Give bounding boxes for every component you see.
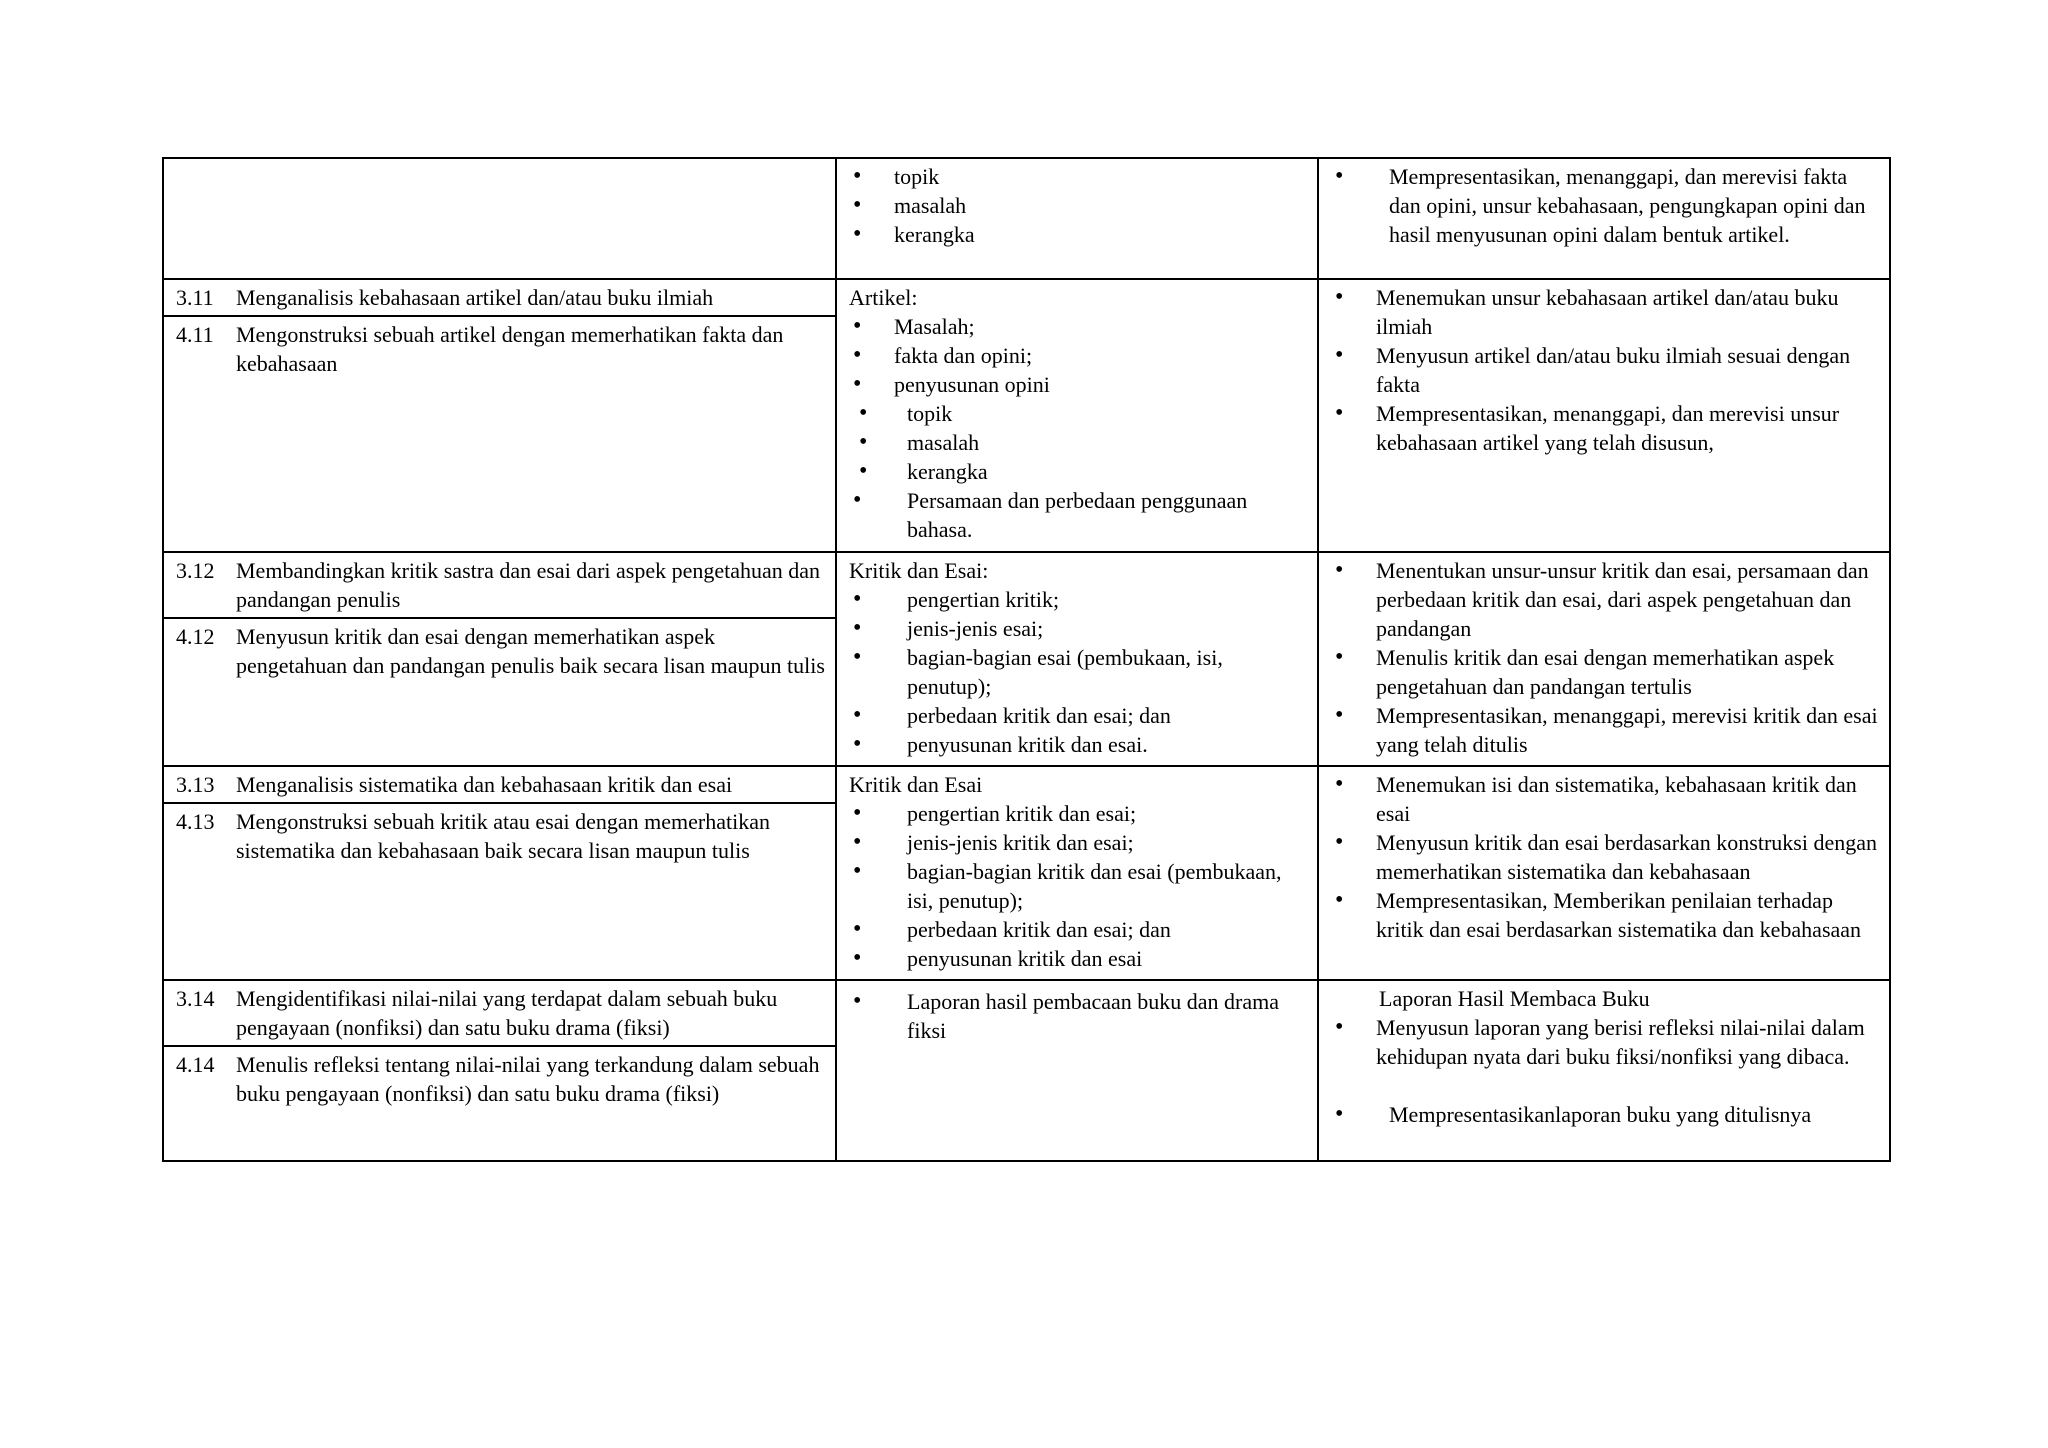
kd-text: Menulis refleksi tentang nilai-nilai yang terkandung dalam sebuah buku pengayaan (nonfiksi) dan satu buku drama (fiksi) (236, 1052, 820, 1106)
kd-cell (163, 980, 836, 1161)
kd-item (164, 767, 835, 804)
list-item: • Menyusun artikel dan/atau buku ilmiah sesuai dengan fakta (1331, 341, 1879, 399)
table-row (163, 980, 1890, 1161)
list-item: • Menentukan unsur-unsur kritik dan esai, persamaan dan perbedaan kritik dan esai, dari aspek pengetahuan dan pandangan (1331, 556, 1879, 643)
materi-list (849, 486, 1307, 544)
kd-number: 4.14 (176, 1052, 215, 1077)
kegiatan-list (1331, 556, 1879, 759)
list-item: • fakta dan opini; (849, 341, 1307, 370)
list-item: • Menyusun laporan yang berisi refleksi nilai-nilai dalam kehidupan nyata dari buku fiksi/nonfiksi yang dibaca. (1331, 1013, 1879, 1071)
kd-item (164, 553, 835, 619)
kd-number: 3.14 (176, 986, 215, 1011)
list-item: • Mempresentasikan, menanggapi, merevisi kritik dan esai yang telah ditulis (1331, 701, 1879, 759)
kd-item (164, 981, 835, 1047)
kd-text: Mengonstruksi sebuah kritik atau esai dengan memerhatikan sistematika dan kebahasaan baik secara lisan maupun tulis (236, 809, 770, 863)
materi-list (849, 162, 1307, 249)
list-item: • Persamaan dan perbedaan penggunaan bahasa. (849, 486, 1307, 544)
materi-list (849, 987, 1307, 1045)
list-item: • Mempresentasikan, menanggapi, dan merevisi unsur kebahasaan artikel yang telah disusun, (1331, 399, 1879, 457)
kd-item (164, 1047, 835, 1111)
materi-title: Kritik dan Esai (849, 772, 983, 797)
kd-text: Menyusun kritik dan esai dengan memerhatikan aspek pengetahuan dan pandangan penulis baik secara lisan maupun tulis (236, 624, 825, 678)
kd-text: Mengidentifikasi nilai-nilai yang terdapat dalam sebuah buku pengayaan (nonfiksi) dan satu buku drama (fiksi) (236, 986, 778, 1040)
list-item: • masalah (849, 428, 1307, 457)
list-item: • kerangka (849, 220, 1307, 249)
materi-cell (836, 766, 1318, 980)
materi-cell (836, 552, 1318, 766)
kd-number: 4.11 (176, 322, 214, 347)
kegiatan-list (1331, 162, 1879, 249)
list-item: • Mempresentasikan, Memberikan penilaian terhadap kritik dan esai berdasarkan sistematika dan kebahasaan (1331, 886, 1879, 944)
kd-number: 4.13 (176, 809, 215, 834)
list-item: • penyusunan kritik dan esai. (849, 730, 1307, 759)
list-item: • pengertian kritik dan esai; (849, 799, 1307, 828)
kd-text: Menganalisis kebahasaan artikel dan/atau buku ilmiah (236, 285, 714, 310)
kd-cell (163, 279, 836, 552)
materi-cell (836, 980, 1318, 1161)
list-item: • masalah (849, 191, 1307, 220)
materi-list (849, 799, 1307, 973)
list-item: • Menyusun kritik dan esai berdasarkan konstruksi dengan memerhatikan sistematika dan kebahasaan (1331, 828, 1879, 886)
table-row (163, 552, 1890, 766)
list-item: • Mempresentasikanlaporan buku yang ditulisnya (1331, 1100, 1879, 1129)
materi-sublist (849, 399, 1307, 486)
kd-item (164, 317, 835, 381)
materi-title: Kritik dan Esai: (849, 558, 989, 583)
kegiatan-cell (1318, 766, 1890, 980)
kegiatan-list (1331, 770, 1879, 944)
kd-text: Membandingkan kritik sastra dan esai dari aspek pengetahuan dan pandangan penulis (236, 558, 821, 612)
list-item: • kerangka (849, 457, 1307, 486)
kd-number: 3.11 (176, 285, 214, 310)
list-item: • Laporan hasil pembacaan buku dan drama fiksi (849, 987, 1307, 1045)
kd-number: 3.12 (176, 558, 215, 583)
list-item: • Masalah; (849, 312, 1307, 341)
kd-number: 3.13 (176, 772, 215, 797)
materi-cell (836, 279, 1318, 552)
materi-list (849, 312, 1307, 399)
table-row (163, 279, 1890, 552)
materi-cell (836, 158, 1318, 279)
list-item: • penyusunan opini (849, 370, 1307, 399)
kegiatan-list (1331, 1013, 1879, 1129)
table-row (163, 766, 1890, 980)
list-item: • bagian-bagian esai (pembukaan, isi, penutup); (849, 643, 1307, 701)
kd-cell (163, 552, 836, 766)
list-item: • topik (849, 399, 1307, 428)
kd-text: Menganalisis sistematika dan kebahasaan kritik dan esai (236, 772, 733, 797)
list-item: • pengertian kritik; (849, 585, 1307, 614)
kd-number: 4.12 (176, 624, 215, 649)
list-item: • jenis-jenis kritik dan esai; (849, 828, 1307, 857)
kd-item (164, 280, 835, 317)
list-item: • topik (849, 162, 1307, 191)
kegiatan-cell (1318, 980, 1890, 1161)
list-item: • penyusunan kritik dan esai (849, 944, 1307, 973)
list-item: • perbedaan kritik dan esai; dan (849, 701, 1307, 730)
list-item: • Menemukan isi dan sistematika, kebahasaan kritik dan esai (1331, 770, 1879, 828)
table-row (163, 158, 1890, 279)
kd-cell (163, 158, 836, 279)
materi-list (849, 585, 1307, 759)
kegiatan-title: Laporan Hasil Membaca Buku (1379, 986, 1650, 1011)
kegiatan-list (1331, 283, 1879, 457)
kegiatan-cell (1318, 158, 1890, 279)
kd-item (164, 619, 835, 683)
list-item: • jenis-jenis esai; (849, 614, 1307, 643)
kegiatan-cell (1318, 552, 1890, 766)
syllabus-table (162, 157, 1891, 1162)
materi-title: Artikel: (849, 285, 918, 310)
list-item: • Menulis kritik dan esai dengan memerhatikan aspek pengetahuan dan pandangan tertulis (1331, 643, 1879, 701)
list-item: • bagian-bagian kritik dan esai (pembukaan, isi, penutup); (849, 857, 1307, 915)
list-item: • Menemukan unsur kebahasaan artikel dan/atau buku ilmiah (1331, 283, 1879, 341)
kd-item (164, 804, 835, 868)
kd-cell (163, 766, 836, 980)
kd-text: Mengonstruksi sebuah artikel dengan memerhatikan fakta dan kebahasaan (236, 322, 784, 376)
list-item: • Mempresentasikan, menanggapi, dan merevisi fakta dan opini, unsur kebahasaan, pengungkapan opini dan hasil menyusunan opini dalam bentuk artikel. (1331, 162, 1879, 249)
kegiatan-cell (1318, 279, 1890, 552)
list-item: • perbedaan kritik dan esai; dan (849, 915, 1307, 944)
